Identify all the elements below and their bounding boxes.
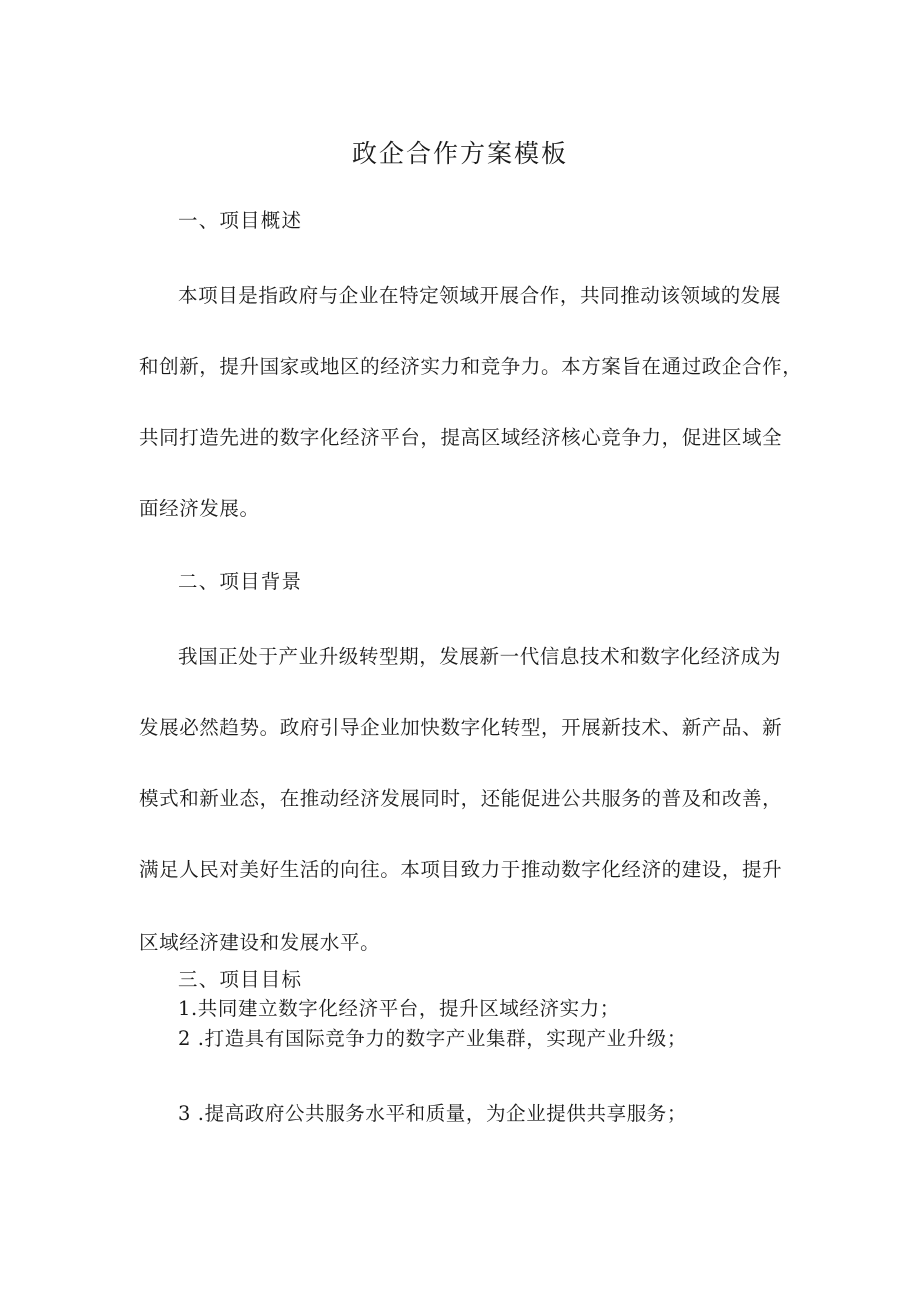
goal-item: 2 .打造具有国际竞争力的数字产业集群，实现产业升级； [178, 1027, 688, 1050]
paragraph-line: 本项目是指政府与企业在特定领域开展合作，共同推动该领域的发展 [178, 284, 782, 307]
paragraph-line: 发展必然趋势。政府引导企业加快数字化转型，开展新技术、新产品、新 [139, 716, 783, 739]
paragraph-line: 共同打造先进的数字化经济平台，提高区域经济核心竞争力，促进区域全 [139, 426, 783, 449]
goal-item: 1.共同建立数字化经济平台，提升区域经济实力； [178, 997, 620, 1020]
paragraph-line: 面经济发展。 [139, 497, 260, 520]
section-heading-overview: 一、项目概述 [178, 209, 303, 232]
goal-item: 3 .提高政府公共服务水平和质量，为企业提供共享服务； [178, 1102, 688, 1125]
paragraph-line: 满足人民对美好生活的向往。本项目致力于推动数字化经济的建设，提升 [139, 858, 783, 881]
section-heading-background: 二、项目背景 [178, 570, 303, 593]
paragraph-line: 和创新，提升国家或地区的经济实力和竞争力。本方案旨在通过政企合作， [139, 355, 803, 378]
paragraph-line: 我国正处于产业升级转型期，发展新一代信息技术和数字化经济成为 [178, 645, 782, 668]
paragraph-line: 模式和新业态，在推动经济发展同时，还能促进公共服务的普及和改善， [139, 787, 783, 810]
section-heading-goals: 三、项目目标 [178, 968, 303, 991]
paragraph-line: 区域经济建设和发展水平。 [139, 931, 381, 954]
document-title: 政企合作方案模板 [351, 139, 568, 168]
